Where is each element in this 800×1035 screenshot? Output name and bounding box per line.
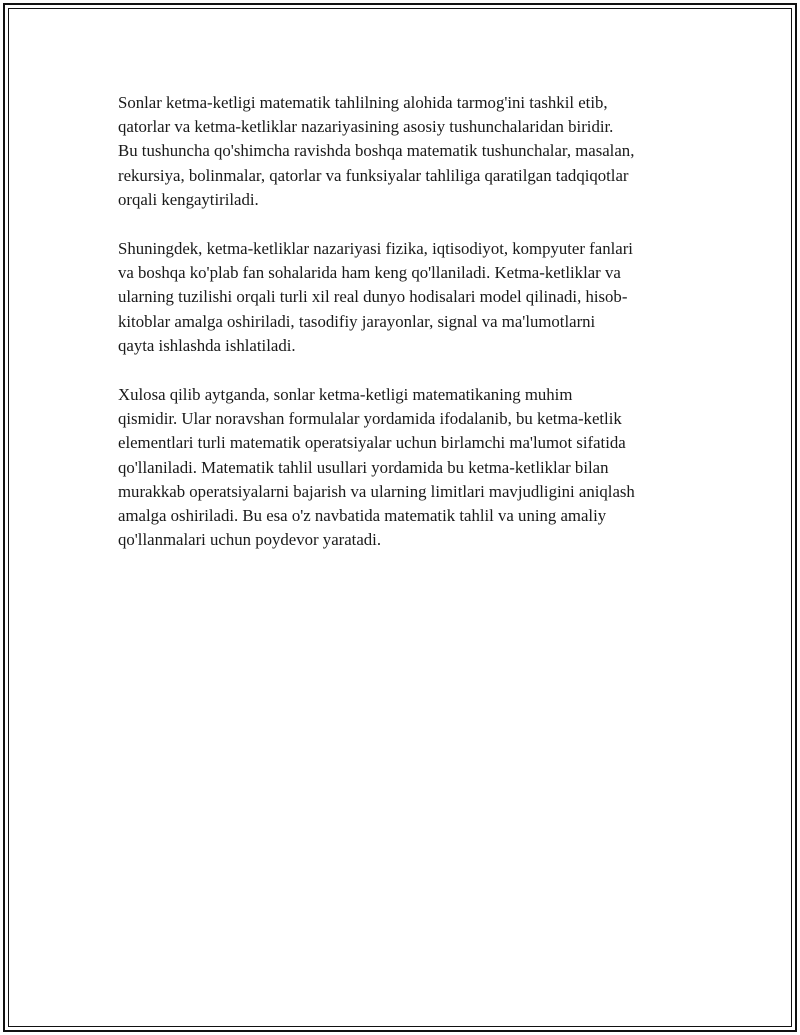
paragraph-3: Xulosa qilib aytganda, sonlar ketma-ketligi matematikaning muhim qismidir. Ular noravshan formulalar yordamida ifodalanib, bu ketma-ketlik elementlari turli matematik operatsiyalar uchun birlamchi ma'lumot sifatida qo'llaniladi. Matematik tahlil usullari yordamida bu ketma-ketliklar bilan murakkab operatsiyalarni bajarish va ularning limitlari mavjudligini aniqlash amalga oshiriladi. Bu esa o'z navbatida matematik tahlil va uning amaliy qo'llanmalari uchun poydevor yaratadi. [118,385,635,550]
paragraph-2: Shuningdek, ketma-ketliklar nazariyasi fizika, iqtisodiyot, kompyuter fanlari va boshqa ko'plab fan sohalarida ham keng qo'llaniladi. Ketma-ketliklar va ularning tuzilishi orqali turli xil real dunyo hodisalari model qilinadi, hisob- kitoblar amalga oshiriladi, tasodifiy jarayonlar, signal va ma'lumotlarni qayta ishlashda ishlatiladi. [118,239,633,355]
document-body [118,91,698,577]
paragraph-1: Sonlar ketma-ketligi matematik tahlilning alohida tarmog'ini tashkil etib, qatorlar va ketma-ketliklar nazariyasining asosiy tushunchalaridan biridir. Bu tushuncha qo'shimcha ravishda boshqa matematik tushunchalar, masalan, rekursiya, bolinmalar, qatorlar va funksiyalar tahliliga qaratilgan tadqiqotlar orqali kengaytiriladi. [118,93,635,209]
